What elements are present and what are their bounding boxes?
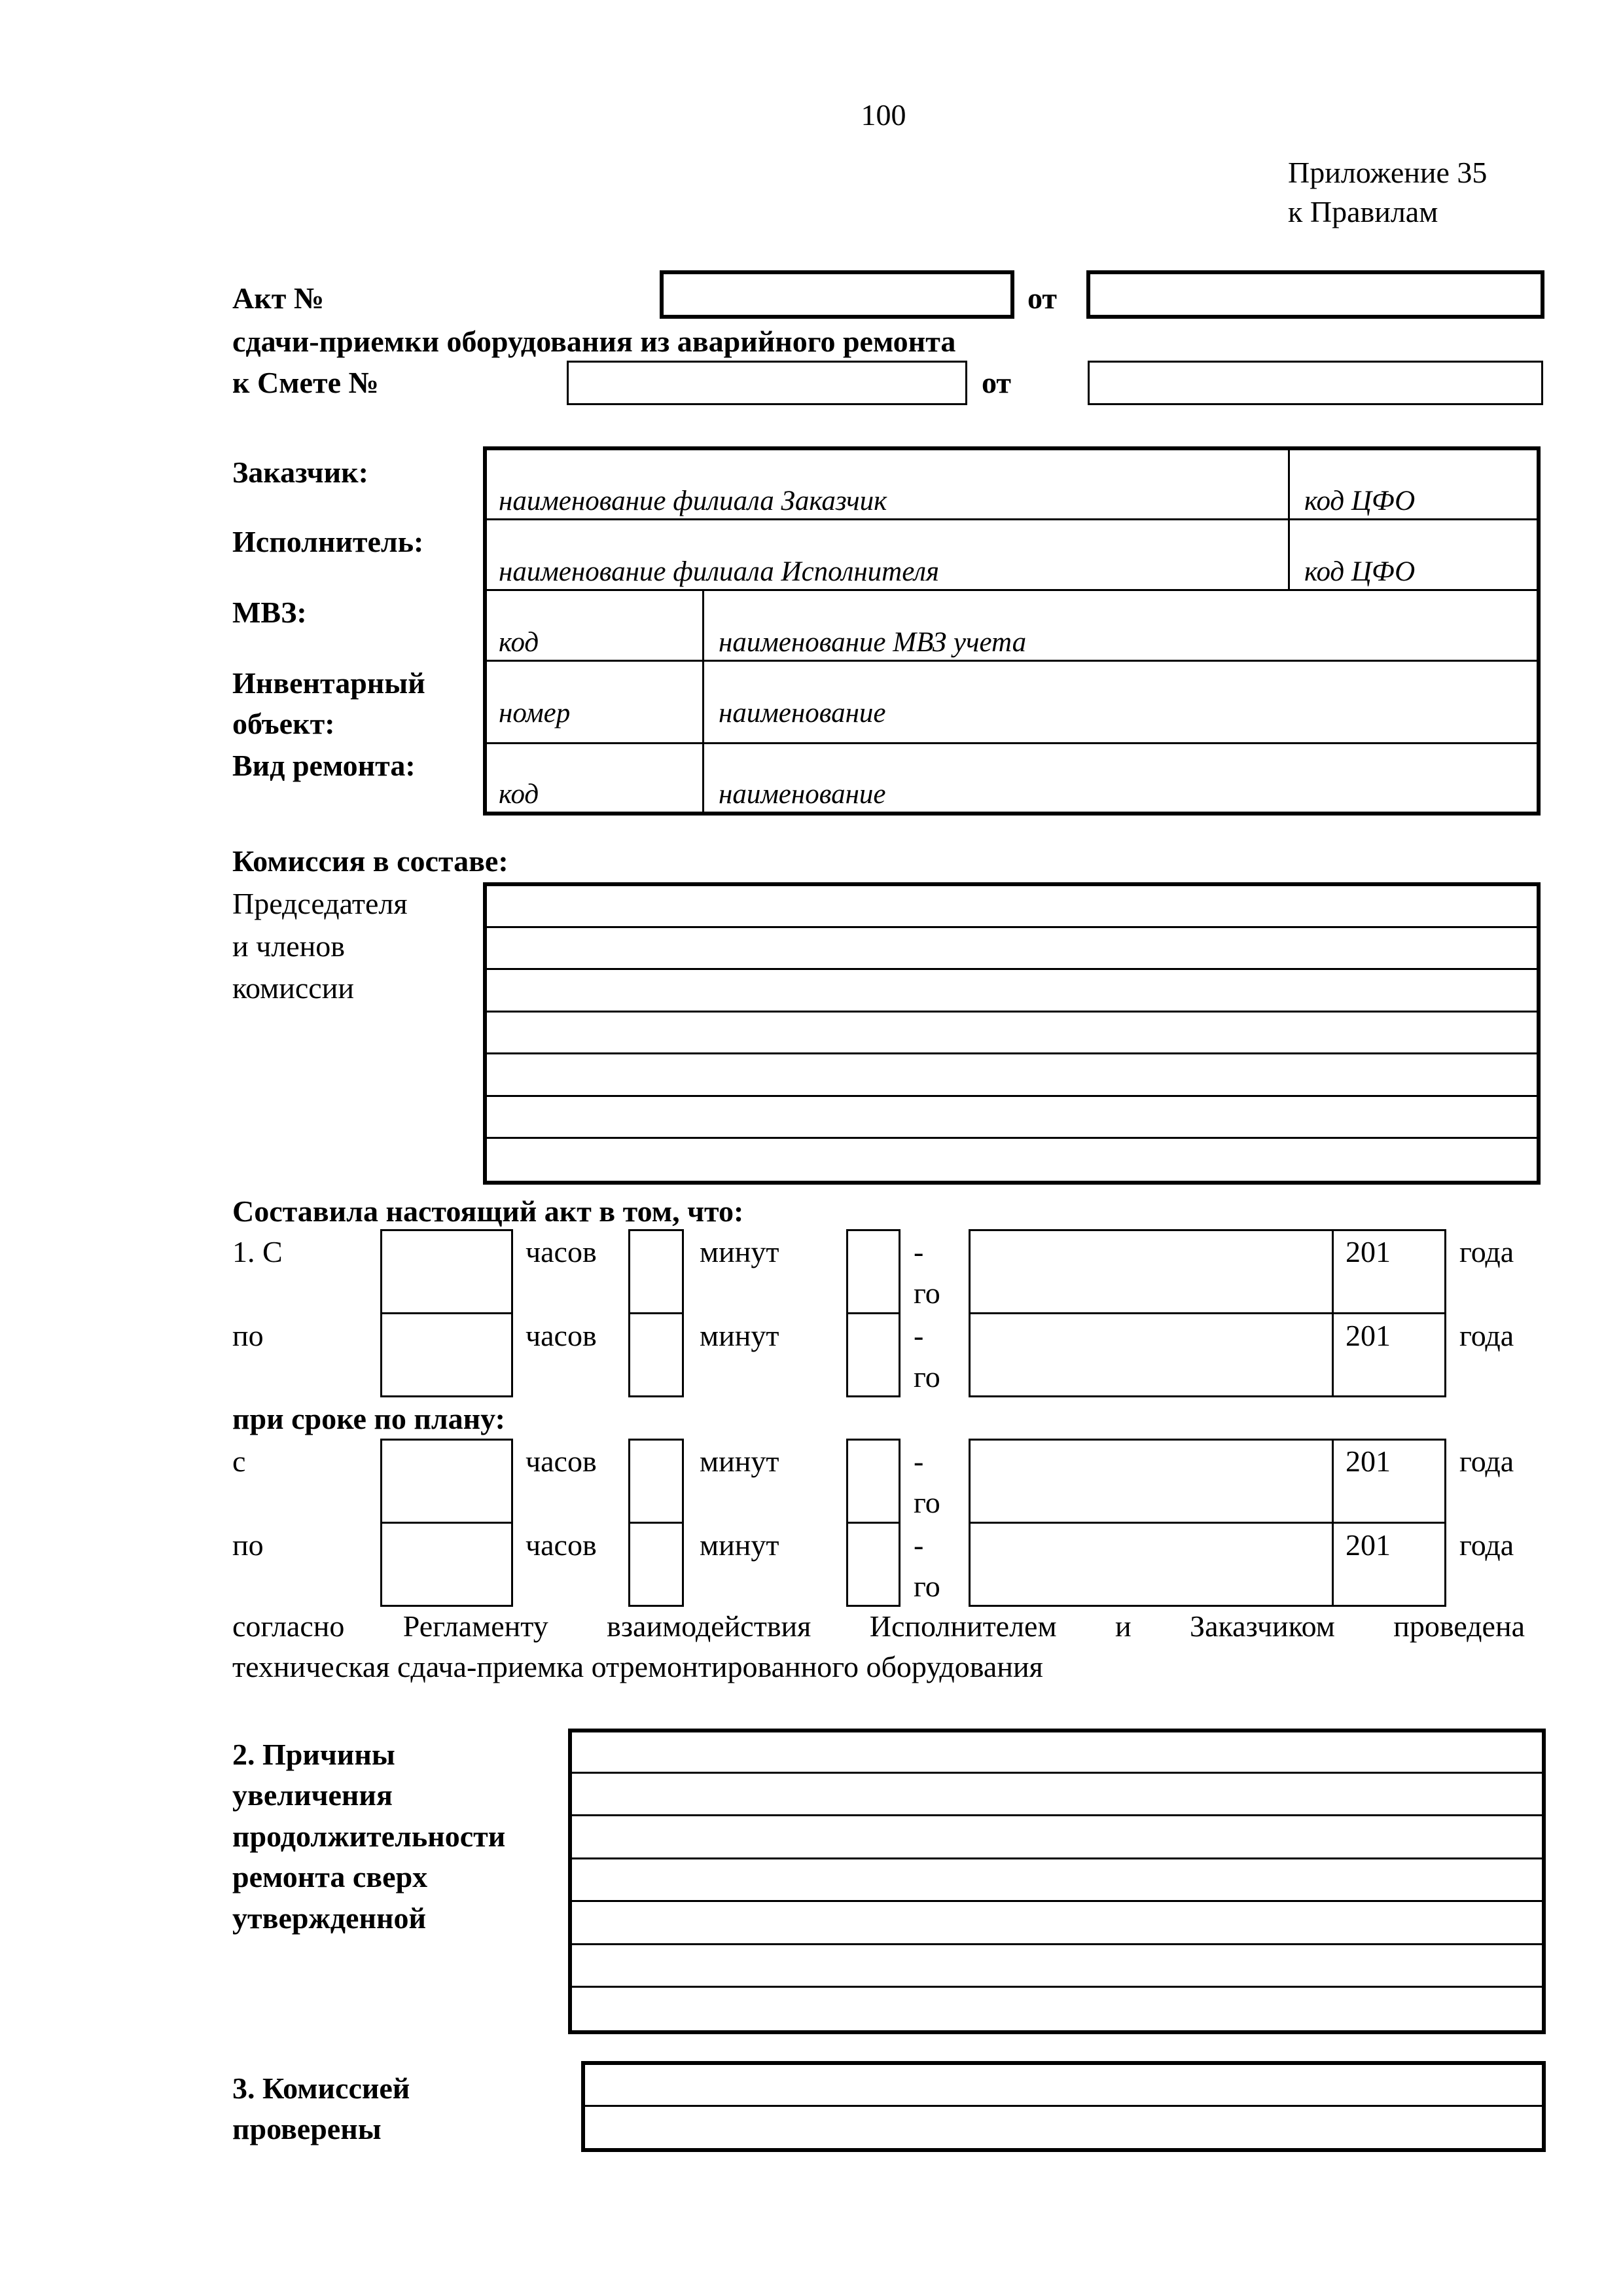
repair-type-label: Вид ремонта:	[232, 749, 416, 782]
commission-table-rule	[485, 1052, 1539, 1054]
actual-to-day-field[interactable]	[846, 1312, 901, 1397]
reasons-table-rule	[570, 1900, 1544, 1902]
mvz-code-field[interactable]: код	[499, 627, 539, 658]
month-year-divider	[1332, 1522, 1334, 1607]
plan-from-label: с	[232, 1444, 246, 1478]
act-number-label: Акт №	[232, 281, 325, 315]
mvz-label: МВЗ:	[232, 596, 307, 629]
commission-table-rule	[485, 926, 1539, 928]
commission-label-1: Председателя	[232, 887, 408, 920]
plan-from-minutes-field[interactable]	[628, 1439, 684, 1524]
reasons-table-rule	[570, 1814, 1544, 1816]
reasons-table-rule	[570, 1772, 1544, 1774]
checked-label-2: проверены	[232, 2112, 382, 2145]
hours-label: часов	[526, 1444, 597, 1478]
commission-table-rule	[485, 1011, 1539, 1013]
info-table-rule	[485, 660, 1539, 662]
page-number: 100	[861, 98, 906, 132]
hours-label: часов	[526, 1528, 597, 1562]
commission-label-2: и членов	[232, 929, 345, 963]
ordinal-suffix: го	[914, 1570, 940, 1603]
commission-heading: Комиссия в составе:	[232, 844, 508, 878]
plan-to-day-field[interactable]	[846, 1522, 901, 1607]
inventory-name-field[interactable]: наименование	[719, 698, 886, 728]
reasons-table-rule	[570, 1943, 1544, 1945]
estimate-number-field[interactable]	[567, 361, 967, 405]
dash-label: -	[914, 1444, 924, 1478]
actual-from-minutes-field[interactable]	[628, 1229, 684, 1314]
executor-label: Исполнитель:	[232, 525, 424, 558]
act-title: сдачи-приемки оборудования из аварийного ремонта	[232, 325, 956, 358]
dash-label: -	[914, 1319, 924, 1352]
act-date-field[interactable]	[1086, 270, 1544, 319]
info-table-rule	[1288, 448, 1290, 590]
executor-branch-field[interactable]: наименование филиала Исполнителя	[499, 556, 939, 587]
plan-from-hours-field[interactable]	[380, 1439, 513, 1524]
reasons-label-2: увеличения	[232, 1778, 393, 1812]
commission-label-3: комиссии	[232, 971, 354, 1005]
actual-to-label: по	[232, 1319, 264, 1352]
reasons-table-rule	[570, 1986, 1544, 1988]
actual-from-day-field[interactable]	[846, 1229, 901, 1314]
commission-table-rule	[485, 1095, 1539, 1097]
ordinal-suffix: го	[914, 1486, 940, 1519]
checked-table-rule	[583, 2105, 1544, 2107]
estimate-date-label: от	[982, 366, 1011, 399]
month-year-divider	[1332, 1229, 1334, 1314]
dash-label: -	[914, 1528, 924, 1562]
ordinal-suffix: го	[914, 1360, 940, 1393]
reasons-table[interactable]	[568, 1729, 1546, 2034]
year-prefix: 201	[1346, 1319, 1391, 1352]
year-suffix: года	[1459, 1444, 1514, 1478]
act-date-label: от	[1027, 281, 1057, 315]
appendix-line-2: к Правилам	[1288, 195, 1438, 228]
actual-to-minutes-field[interactable]	[628, 1312, 684, 1397]
hours-label: часов	[526, 1319, 597, 1352]
inventory-number-field[interactable]: номер	[499, 698, 571, 728]
year-prefix: 201	[1346, 1444, 1391, 1478]
plan-to-label: по	[232, 1528, 264, 1562]
customer-branch-field[interactable]: наименование филиала Заказчик	[499, 486, 887, 516]
ordinal-suffix: го	[914, 1276, 940, 1310]
estimate-number-label: к Смете №	[232, 366, 379, 399]
actual-from-hours-field[interactable]	[380, 1229, 513, 1314]
act-body-heading: Составила настоящий акт в том, что:	[232, 1194, 744, 1228]
info-table-rule	[485, 589, 1539, 591]
checked-label-1: 3. Комиссией	[232, 2072, 410, 2105]
dash-label: -	[914, 1235, 924, 1268]
hours-label: часов	[526, 1235, 597, 1268]
inventory-label-1: Инвентарный	[232, 666, 425, 700]
minutes-label: минут	[700, 1444, 779, 1478]
commission-table-rule	[485, 1137, 1539, 1139]
customer-cfo-field[interactable]: код ЦФО	[1304, 486, 1416, 516]
actual-from-label: 1. С	[232, 1235, 283, 1268]
appendix-line-1: Приложение 35	[1288, 156, 1488, 189]
commission-table-rule	[485, 968, 1539, 970]
year-suffix: года	[1459, 1235, 1514, 1268]
plan-to-hours-field[interactable]	[380, 1522, 513, 1607]
month-year-divider	[1332, 1439, 1334, 1524]
actual-to-hours-field[interactable]	[380, 1312, 513, 1397]
act-number-field[interactable]	[660, 270, 1014, 319]
regulation-paragraph-line-1: согласно Регламенту взаимодействия Исполнителем и Заказчиком проведена	[232, 1609, 1525, 1643]
info-table-rule	[702, 589, 704, 814]
minutes-label: минут	[700, 1528, 779, 1562]
customer-label: Заказчик:	[232, 456, 368, 489]
year-suffix: года	[1459, 1528, 1514, 1562]
reasons-label-1: 2. Причины	[232, 1738, 395, 1771]
repair-code-field[interactable]: код	[499, 779, 539, 810]
year-prefix: 201	[1346, 1528, 1391, 1562]
year-suffix: года	[1459, 1319, 1514, 1352]
minutes-label: минут	[700, 1235, 779, 1268]
reasons-label-3: продолжительности	[232, 1820, 506, 1853]
month-year-divider	[1332, 1312, 1334, 1397]
info-table-rule	[485, 518, 1539, 520]
mvz-name-field[interactable]: наименование МВЗ учета	[719, 627, 1027, 658]
repair-name-field[interactable]: наименование	[719, 779, 886, 810]
plan-from-day-field[interactable]	[846, 1439, 901, 1524]
reasons-label-5: утвержденной	[232, 1901, 426, 1935]
minutes-label: минут	[700, 1319, 779, 1352]
year-prefix: 201	[1346, 1235, 1391, 1268]
executor-cfo-field[interactable]: код ЦФО	[1304, 556, 1416, 587]
plan-heading: при сроке по плану:	[232, 1402, 505, 1435]
regulation-paragraph-line-2: техническая сдача-приемка отремонтированного оборудования	[232, 1650, 1043, 1683]
reasons-table-rule	[570, 1857, 1544, 1859]
estimate-date-field[interactable]	[1088, 361, 1543, 405]
inventory-label-2: объект:	[232, 707, 335, 740]
reasons-label-4: ремонта сверх	[232, 1860, 428, 1893]
plan-to-minutes-field[interactable]	[628, 1522, 684, 1607]
info-table-rule	[485, 742, 1539, 744]
